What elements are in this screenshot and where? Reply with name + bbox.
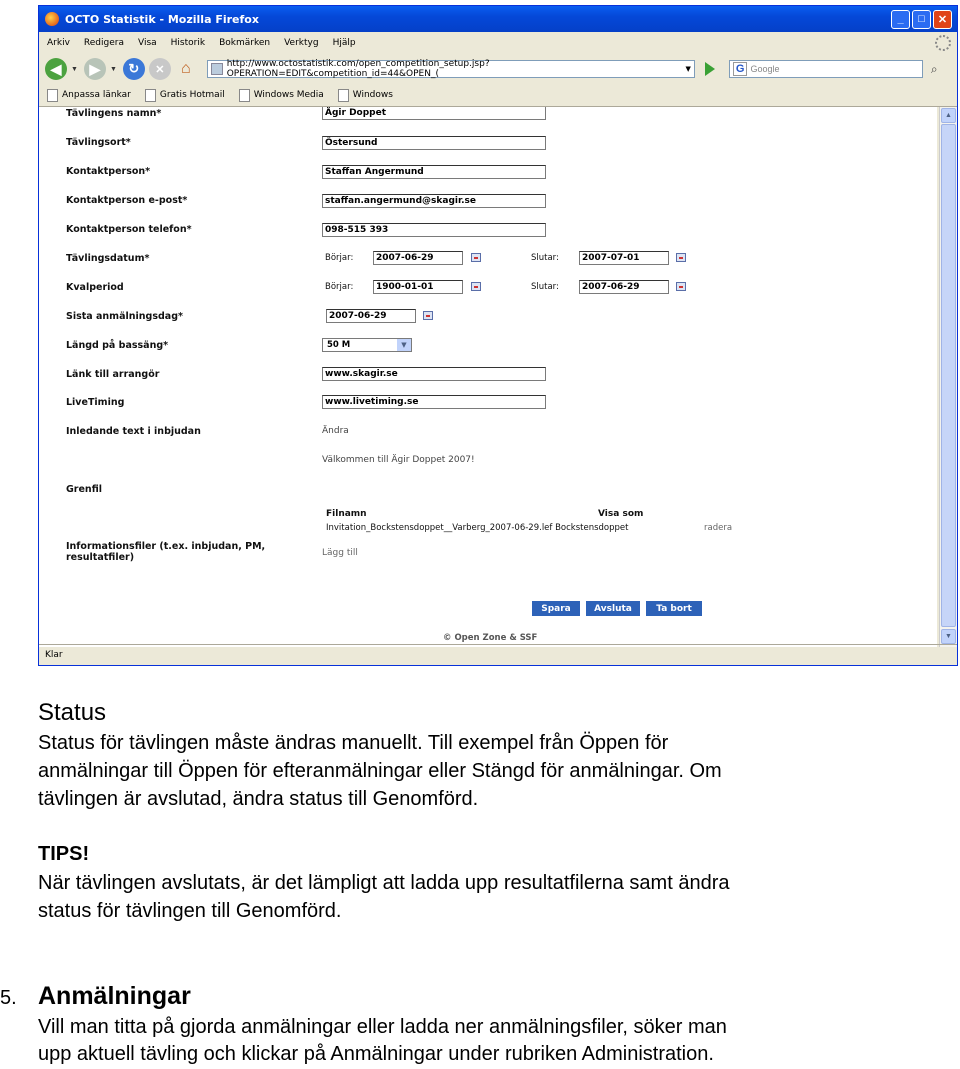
avsluta-button[interactable]: Avsluta [586,601,640,616]
navigation-toolbar [39,54,957,84]
maximize-button[interactable]: □ [912,10,931,29]
bookmark-item[interactable] [145,89,225,102]
bassang-select[interactable] [322,338,412,352]
label-informationsfiler-2: resultatfiler) [66,552,135,563]
title-bar [39,6,957,32]
radera-link[interactable]: radera [704,523,733,533]
forward-history-dropdown[interactable]: ▼ [109,65,117,73]
tavlingsdatum-end-input[interactable]: 2007-07-01 [579,251,669,265]
scrollbar-thumb[interactable] [941,124,956,627]
kvalperiod-end-input[interactable]: 2007-06-29 [579,280,669,294]
kontaktperson-input[interactable]: Staffan Angermund [322,165,546,179]
bookmark-label: Anpassa länkar [62,90,131,100]
file-row-filename: Invitation_Bockstensdoppet__Varberg_2007-06-29.lef Bockstensdoppet [326,523,629,533]
label-kontakt-telefon: Kontaktperson telefon* [66,224,192,235]
label-tavlingsort: Tävlingsort* [66,137,131,148]
firefox-icon [45,12,59,26]
menu-redigera[interactable]: Redigera [83,38,124,48]
bookmark-item[interactable] [239,89,324,102]
throbber-icon [935,35,951,51]
forward-arrow-icon[interactable]: ▶ [84,58,106,80]
visa-som-column-header: Visa som [598,509,644,519]
section-number: 5. [0,987,17,1009]
back-arrow-icon[interactable]: ◀ [45,58,67,80]
back-history-dropdown[interactable]: ▼ [71,65,78,73]
lank-till-arrangor-input[interactable]: www.skagir.se [322,367,546,381]
label-kontakt-epost: Kontaktperson e-post* [66,195,188,206]
ta-bort-button[interactable]: Ta bort [646,601,702,616]
page-icon [47,89,58,102]
status-paragraph-line: Status för tävlingen måste ändras manuellt. Till exempel från Öppen för [38,732,669,754]
reload-icon[interactable]: ↻ [123,58,145,80]
page-icon [239,89,250,102]
tips-paragraph-line: När tävlingen avslutats, är det lämpligt att ladda upp resultatfilerna samt ändra [38,872,730,894]
tavlingsdatum-start-label: Börjar: [325,253,354,263]
status-heading: Status [38,699,107,726]
home-icon[interactable]: ⌂ [181,60,191,77]
menu-arkiv[interactable]: Arkiv [47,38,70,48]
bookmark-item[interactable] [338,89,393,102]
lagg-till-link[interactable]: Lägg till [322,548,358,558]
bookmarks-toolbar [39,84,957,107]
menu-bokmarken[interactable]: Bokmärken [219,38,271,48]
kontakt-epost-input[interactable]: staffan.angermund@skagir.se [322,194,546,208]
scroll-down-icon[interactable]: ▼ [941,629,956,644]
bookmark-label: Windows [352,90,393,100]
menu-bar [39,32,957,54]
spara-button[interactable]: Spara [532,601,580,616]
search-input[interactable] [729,60,923,78]
bassang-selected-value: 50 M [327,340,351,350]
chevron-down-icon[interactable]: ▼ [397,339,411,351]
filnamn-column-header: Filnamn [326,509,367,519]
menu-historik[interactable]: Historik [170,38,206,48]
tavlingsdatum-start-input[interactable]: 2007-06-29 [373,251,463,265]
url-text: http://www.octostatistik.com/open_competition_setup.jsp?OPERATION=EDIT&competition_id=44&OPEN_( [226,59,490,79]
label-grenfil: Grenfil [66,484,102,495]
label-livetiming: LiveTiming [66,397,125,408]
tips-heading: TIPS! [38,843,90,865]
stop-icon[interactable]: ✕ [149,58,171,80]
go-arrow-icon[interactable] [705,62,715,76]
calendar-icon[interactable] [676,282,686,291]
section-paragraph-line: upp aktuell tävling och klickar på Anmälningar under rubriken Administration. [38,1043,714,1065]
footer-copyright: © Open Zone & SSF [443,633,538,643]
window-title: OCTO Statistik - Mozilla Firefox [65,12,259,26]
bookmark-item[interactable] [47,89,131,102]
label-kvalperiod: Kvalperiod [66,282,124,293]
calendar-icon[interactable] [471,282,481,291]
page-icon [145,89,156,102]
kvalperiod-end-label: Slutar: [531,282,559,292]
bookmark-label: Gratis Hotmail [159,90,225,100]
scroll-up-icon[interactable]: ▲ [941,108,956,123]
vertical-scrollbar[interactable] [939,107,957,647]
minimize-button[interactable]: _ [891,10,910,29]
status-paragraph-line: tävlingen är avslutad, ändra status till Genomförd. [38,788,479,810]
page-favicon-icon [211,63,223,75]
label-informationsfiler-1: Informationsfiler (t.ex. inbjudan, PM, [66,541,266,552]
calendar-icon[interactable] [423,311,433,320]
kontakt-telefon-input[interactable]: 098-515 393 [322,223,546,237]
inledande-text-value: Välkommen till Ägir Doppet 2007! [322,455,475,465]
label-tavlingsdatum: Tävlingsdatum* [66,253,150,264]
tavlingens-namn-input[interactable]: Ägir Doppet [322,107,546,120]
google-engine-icon[interactable]: G [733,62,748,76]
tavlingsdatum-end-label: Slutar: [531,253,559,263]
label-tavlingens-namn: Tävlingens namn* [66,108,162,119]
calendar-icon[interactable] [676,253,686,262]
tavlingsort-input[interactable]: Östersund [322,136,546,150]
close-button[interactable]: ✕ [933,10,952,29]
sista-anmalningsdag-input[interactable]: 2007-06-29 [326,309,416,323]
search-magnifier-icon[interactable]: ⌕ [930,61,938,76]
livetiming-input[interactable]: www.livetiming.se [322,395,546,409]
kvalperiod-start-label: Börjar: [325,282,354,292]
tips-paragraph-line: status för tävlingen till Genomförd. [38,900,342,922]
url-dropdown-icon[interactable]: ▼ [685,65,691,73]
url-bar[interactable] [207,60,695,78]
menu-visa[interactable]: Visa [137,38,157,48]
menu-hjalp[interactable]: Hjälp [332,38,356,48]
section-paragraph-line: Vill man titta på gjorda anmälningar eller ladda ner anmälningsfiler, söker man [38,1016,727,1038]
kvalperiod-start-input[interactable]: 1900-01-01 [373,280,463,294]
bookmark-label: Windows Media [253,90,324,100]
label-kontaktperson: Kontaktperson* [66,166,151,177]
search-placeholder: Google [750,64,780,74]
browser-window [38,5,958,666]
status-paragraph-line: anmälningar till Öppen för efteranmälningar eller Stängd för anmälningar. Om [38,760,722,782]
section-heading: Anmälningar [38,982,191,1010]
page-content [39,107,937,647]
page-icon [338,89,349,102]
andra-link[interactable]: Ändra [322,426,349,436]
label-langd-pa-bassang: Längd på bassäng* [66,340,169,351]
calendar-icon[interactable] [471,253,481,262]
status-bar [39,644,957,665]
label-sista-anmalningsdag: Sista anmälningsdag* [66,311,183,322]
label-lank-till-arrangor: Länk till arrangör [66,369,160,380]
label-inledande-text: Inledande text i inbjudan [66,426,201,437]
menu-verktyg[interactable]: Verktyg [284,38,319,48]
status-text: Klar [45,650,63,660]
